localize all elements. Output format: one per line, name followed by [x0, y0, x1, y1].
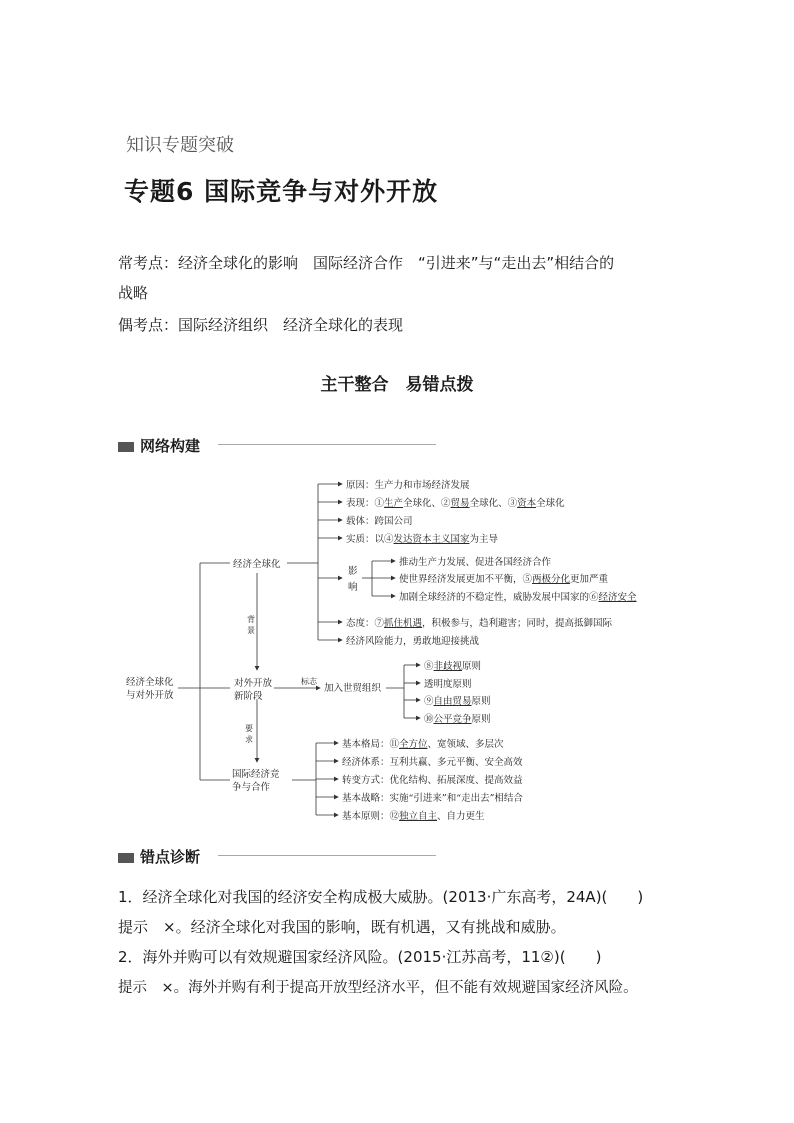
influence-1: 推动生产力发展、促进各国经济合作 [399, 557, 552, 568]
node-globalization: 经济全球化 [233, 559, 281, 570]
glob-influence-1: 影 [348, 566, 358, 577]
glob-influence-2: 响 [348, 582, 358, 593]
diagnosis-heading: 错点诊断 [118, 846, 200, 867]
edge-background-2: 景 [247, 626, 255, 635]
common-points-line1: 常考点：经济全球化的影响 国际经济合作 “引进来”与“走出去”相结合的 [118, 254, 615, 272]
question-2: 2．海外并购可以有效规避国家经济风险。(2015·江苏高考，11②)( ) [118, 948, 602, 966]
node-new-stage-line2: 新阶段 [234, 691, 263, 702]
node-new-stage-line1: 对外开放 [234, 678, 273, 689]
wto-principle-10: ⑩公平竞争原则 [424, 714, 491, 725]
page-title: 专题6 国际竞争与对外开放 [124, 177, 439, 206]
node-root-line1: 经济全球化 [126, 677, 174, 688]
wto-principle-8: ⑧非歧视原则 [424, 661, 482, 672]
occasional-points: 偶考点：国际经济组织 经济全球化的表现 [118, 316, 404, 334]
glob-risk: 经济风险能力，勇敢地迎接挑战 [346, 636, 480, 647]
section-title: 主干整合 易错点拨 [320, 375, 474, 395]
supertitle: 知识专题突破 [126, 135, 234, 156]
comp-principle: 基本原则：⑫独立自主、自力更生 [342, 811, 485, 822]
node-competition-line2: 争与合作 [232, 782, 271, 793]
influence-3: 加剧全球经济的不稳定性，威胁发展中国家的⑥经济安全 [399, 592, 637, 603]
network-heading: 网络构建 [118, 435, 200, 456]
answer-2: 提示 ×。海外并购有利于提高开放型经济水平，但不能有效规避国家经济风险。 [118, 980, 638, 996]
common-points-line2: 战略 [118, 284, 149, 302]
answer-1: 提示 ×。经济全球化对我国的影响，既有机遇，又有挑战和威胁。 [118, 918, 566, 936]
influence-2: 使世界经济发展更加不平衡，⑤两极分化更加严重 [399, 574, 609, 585]
divider [218, 855, 436, 856]
glob-expression: 表现：①生产全球化、②贸易全球化、③资本全球化 [346, 498, 565, 509]
glob-essence: 实质：以④发达资本主义国家为主导 [346, 534, 499, 545]
glob-cause: 原因：生产力和市场经济发展 [346, 480, 470, 491]
wto-principle-9: ⑨自由贸易原则 [424, 696, 491, 707]
wto-transparency: 透明度原则 [424, 679, 472, 690]
node-competition-line1: 国际经济竞 [232, 769, 280, 780]
comp-mode: 转变方式：优化结构、拓展深度、提高效益 [342, 775, 523, 786]
node-wto: 加入世贸组织 [324, 683, 382, 694]
edge-requirement-2: 求 [245, 735, 253, 744]
comp-strategy: 基本战略：实施“引进来”和“走出去”相结合 [342, 793, 523, 804]
glob-carrier: 载体：跨国公司 [346, 516, 413, 527]
edge-sign: 标志 [301, 677, 317, 686]
comp-system: 经济体系：互利共赢、多元平衡、安全高效 [342, 757, 523, 768]
node-root-line2: 与对外开放 [126, 690, 174, 701]
comp-pattern: 基本格局：⑪全方位、宽领域、多层次 [342, 739, 504, 750]
heading-square-icon [118, 853, 134, 863]
question-1: 1．经济全球化对我国的经济安全构成极大威胁。(2013·广东高考，24A)( ) [118, 888, 644, 906]
edge-requirement-1: 要 [245, 724, 253, 733]
edge-background-1: 背 [247, 615, 255, 624]
glob-attitude: 态度：⑦抓住机遇，积极参与，趋利避害；同时，提高抵御国际 [346, 618, 613, 629]
